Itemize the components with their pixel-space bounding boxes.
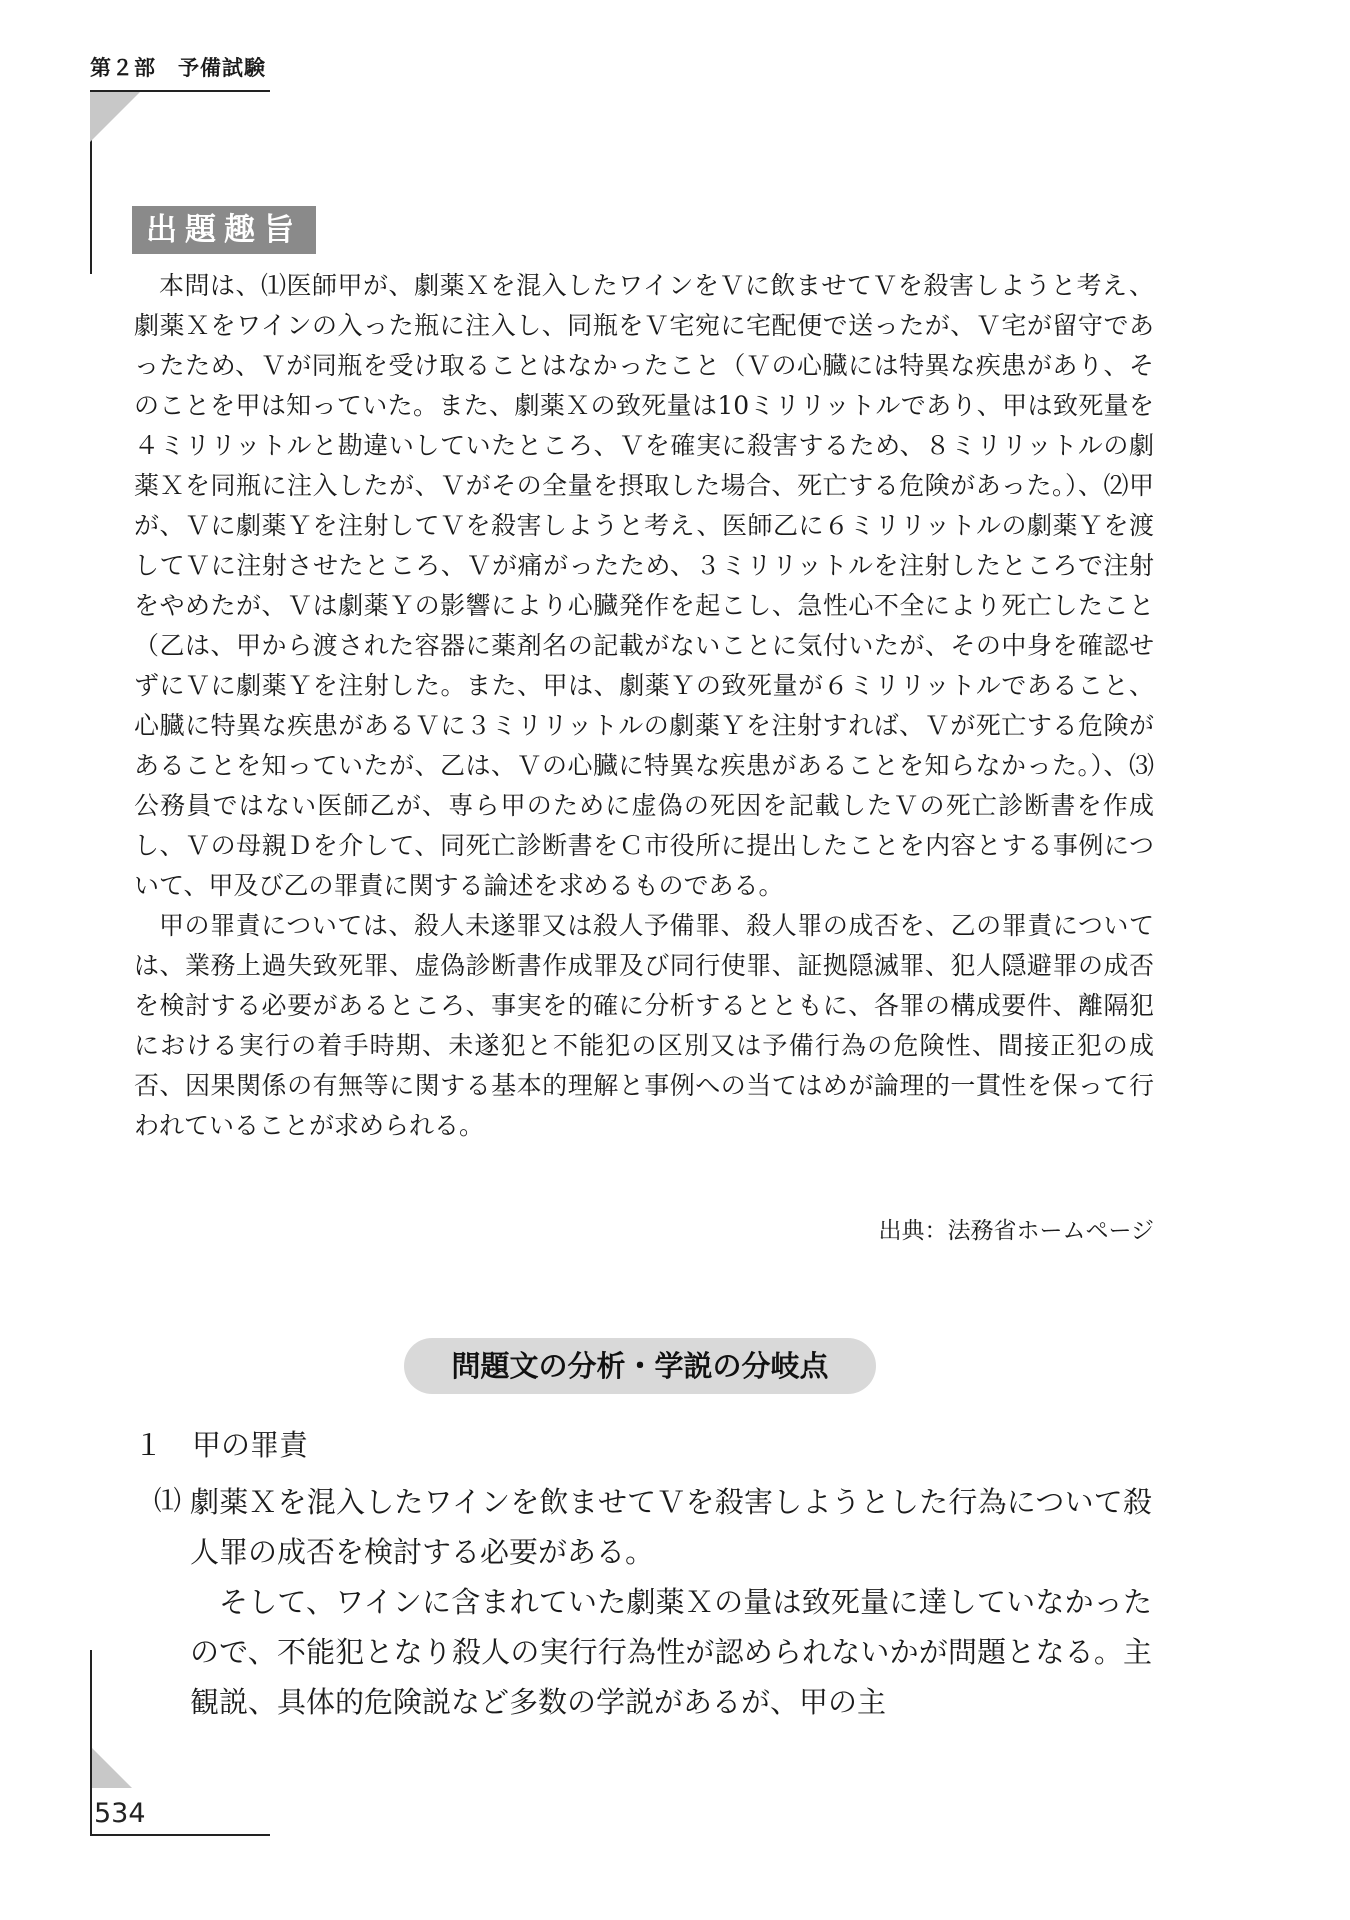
page-number: 534 bbox=[94, 1798, 146, 1829]
intent-paragraph-2: 甲の罪責については、殺人未遂罪又は殺人予備罪、殺人罪の成否を、乙の罪責については、業務上過失致死罪、虚偽診断書作成罪及び同行使罪、証拠隠滅罪、犯人隠避罪の成否を検討する必要があるところ、事実を的確に分析するとともに、各罪の構成要件、離隔犯における実行の着手時期、未遂犯と不能犯の区別又は予備行為の危険性、間接正犯の成否、因果関係の有無等に関する基本的理解と事例への当てはめが論理的一貫性を保って行われていることが求められる。 bbox=[134, 911, 1154, 1140]
item-paragraph-1: 劇薬Ｘを混入したワインを飲ませてＶを殺害しようとした行為について殺人罪の成否を検討する必要がある。 bbox=[190, 1485, 1152, 1569]
item-body bbox=[190, 1477, 1152, 1727]
running-head: 第２部 予備試験 bbox=[90, 56, 266, 80]
subsection-title: １ 甲の罪責 bbox=[134, 1428, 309, 1462]
bottom-corner-mark bbox=[92, 1748, 132, 1788]
bottom-frame-rule bbox=[90, 1834, 270, 1836]
item-paragraph-2: そして、ワインに含まれていた劇薬Ｘの量は致死量に達していなかったので、不能犯となり殺人の実行行為性が認められないかが問題となる。主観説、具体的危険説など多数の学説があるが、甲の主 bbox=[190, 1585, 1152, 1719]
source-note: 出典：法務省ホームページ bbox=[878, 1218, 1154, 1244]
bottom-frame-side-rule bbox=[90, 1650, 92, 1836]
intent-body bbox=[134, 266, 1154, 1146]
analysis-heading: 問題文の分析・学説の分岐点 bbox=[404, 1338, 876, 1394]
intent-paragraph-1: 本問は、⑴医師甲が、劇薬Ｘを混入したワインをＶに飲ませてＶを殺害しようと考え、劇薬Ｘをワインの入った瓶に注入し、同瓶をＶ宅宛に宅配便で送ったが、Ｖ宅が留守であったため、Ｖが同瓶を受け取ることはなかったこと（Ｖの心臓には特異な疾患があり、そのことを甲は知っていた。また、劇薬Ｘの致死量は10ミリリットルであり、甲は致死量を４ミリリットルと勘違いしていたところ、Ｖを確実に殺害するため、８ミリリットルの劇薬Ｘを同瓶に注入したが、Ｖがその全量を摂取した場合、死亡する危険があった。）、⑵甲が、Ｖに劇薬Ｙを注射してＶを殺害しようと考え、医師乙に６ミリリットルの劇薬Ｙを渡してＶに注射させたところ、Ｖが痛がったため、３ミリリットルを注射したところで注射をやめたが、Ｖは劇薬Ｙの影響により心臓発作を起こし、急性心不全により死亡したこと（乙は、甲から渡された容器に薬剤名の記載がないことに気付いたが、その中身を確認せずにＶに劇薬Ｙを注射した。また、甲は、劇薬Ｙの致死量が６ミリリットルであること、心臓に特異な疾患があるＶに３ミリリットルの劇薬Ｙを注射すれば、Ｖが死亡する危険があることを知っていたが、乙は、Ｖの心臓に特異な疾患があることを知らなかった。）、⑶公務員ではない医師乙が、専ら甲のために虚偽の死因を記載したＶの死亡診断書を作成し、Ｖの母親Ｄを介して、同死亡診断書をＣ市役所に提出したことを内容とする事例について、甲及び乙の罪責に関する論述を求めるものである。 bbox=[134, 271, 1154, 900]
top-corner-mark bbox=[90, 92, 140, 142]
item-marker: ⑴ bbox=[154, 1486, 181, 1517]
section-label: 出題趣旨 bbox=[132, 206, 316, 254]
